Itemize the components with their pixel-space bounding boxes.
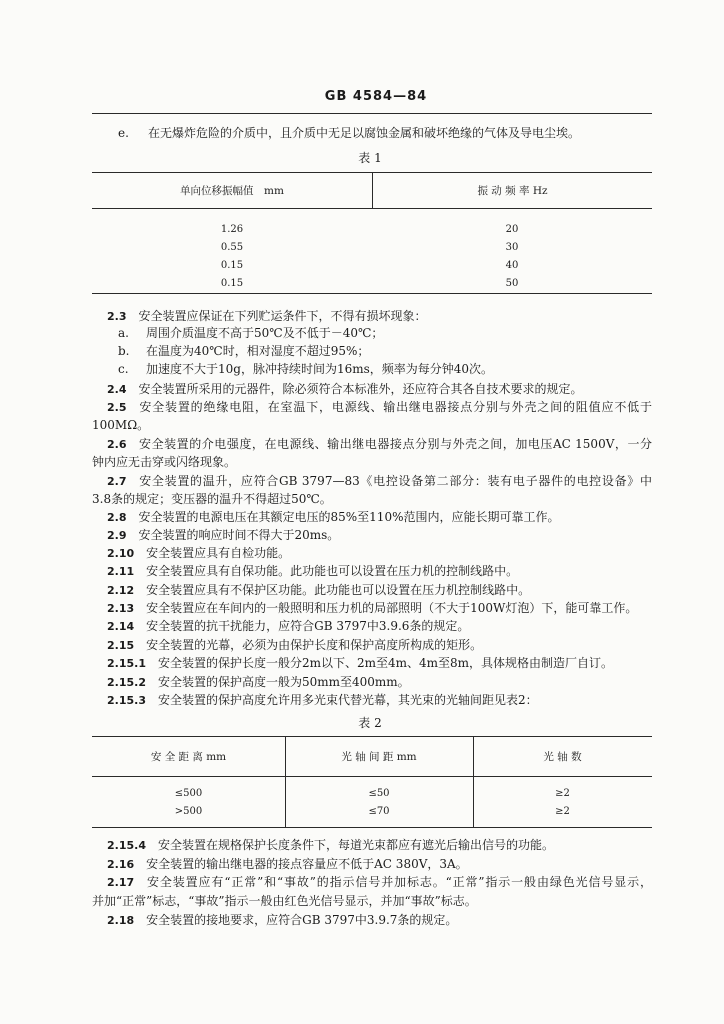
clause-2-8: [107, 510, 559, 525]
clause-2-15: [107, 638, 482, 653]
clause-text: 安全装置应保证在下列贮运条件下，不得有损坏现象：: [138, 309, 427, 323]
clause-text: 安全装置的保护长度一般分2m以下、2m至4m、4m至8m，具体规格由制造厂自订。: [157, 656, 614, 670]
table-header-cell: 光 轴 数: [543, 751, 582, 763]
clause-2-15-2: [107, 675, 410, 690]
table-cell: ≤500: [174, 788, 203, 799]
clause-number: 2.5: [107, 401, 127, 414]
clause-text: 安全装置应具有自保功能。此功能也可以设置在压力机的控制线路中。: [146, 564, 519, 578]
clause-2-6-continued: 钟内应无击穿或闪络现象。: [92, 455, 237, 469]
table-cell: 0.55: [220, 242, 244, 253]
table-cell: 0.15: [220, 278, 244, 289]
clause-number: 2.15.2: [107, 676, 146, 689]
table-header-row: [92, 173, 652, 209]
condition-text: 加速度不大于10g，脉冲持续时间为16ms，频率为每分钟40次。: [146, 362, 494, 376]
condition-a: [118, 326, 383, 340]
clause-number: 2.15.1: [107, 657, 146, 670]
clause-number: 2.3: [107, 310, 127, 323]
clause-2-7-continued: 3.8条的规定；变压器的温升不得超过50℃。: [92, 492, 332, 506]
condition-label: c.: [118, 362, 129, 376]
table-row: [92, 257, 652, 275]
table-cell: 50: [505, 278, 519, 289]
clause-2-4: [107, 382, 583, 397]
table-row: [92, 275, 652, 293]
clause-number: 2.15: [107, 639, 135, 652]
clause-text: 安全装置的保护高度允许用多光束代替光幕，其光束的光轴间距见表2：: [157, 693, 538, 707]
condition-text: 在温度为40℃时，相对湿度不超过95%；: [146, 344, 370, 358]
clause-text: 安全装置应具有自检功能。: [146, 546, 291, 560]
clause-number: 2.12: [107, 584, 135, 597]
clause-text: 安全装置的接地要求，应符合GB 3797中3.9.7条的规定。: [146, 913, 458, 927]
clause-text: 安全装置的温升，应符合GB 3797—83《电控设备第二部分：装有电子器件的电控设备》中: [138, 474, 652, 488]
clause-2-16: [107, 857, 468, 872]
table-body: [92, 777, 652, 827]
clause-text: 安全装置的电源电压在其额定电压的85%至110%范围内，应能长期可靠工作。: [138, 510, 560, 524]
clause-number: 2.9: [107, 529, 127, 542]
clause-number: 2.7: [107, 475, 127, 488]
clause-text: 安全装置的输出继电器的接点容量应不低于AC 380V，3A。: [146, 857, 468, 871]
clause-2-12: [107, 583, 530, 598]
table-cell: 40: [505, 260, 519, 271]
condition-c: [118, 362, 493, 376]
clause-2-14: [107, 619, 469, 634]
table-cell: ≤70: [368, 806, 390, 817]
clause-number: 2.16: [107, 858, 135, 871]
clause-number: 2.10: [107, 547, 135, 560]
item-label: e.: [118, 126, 129, 140]
clause-number: 2.15.4: [107, 839, 146, 852]
clause-2-6: [107, 437, 652, 452]
clause-2-5: [107, 400, 652, 415]
clause-number: 2.6: [107, 438, 127, 451]
item-e: [118, 126, 580, 140]
clause-2-5-continued: 100MΩ。: [92, 418, 150, 432]
table-cell: ≥2: [555, 788, 570, 799]
header-rule: [92, 113, 652, 114]
table-1: [92, 172, 652, 294]
table-header-cell: 光 轴 间 距 mm: [341, 751, 417, 763]
table-row: [92, 803, 652, 821]
table-cell: 0.15: [220, 260, 244, 271]
table-cell: >500: [174, 806, 203, 817]
table-cell: ≥2: [555, 806, 570, 817]
clause-number: 2.13: [107, 602, 135, 615]
clause-text: 安全装置在规格保护长度条件下，每道光束都应有遮光后输出信号的功能。: [157, 838, 554, 852]
table-header-cell: 安 全 距 离 mm: [150, 751, 227, 763]
table-header-row: [92, 737, 652, 777]
clause-2-11: [107, 564, 518, 579]
clause-text: 安全装置的响应时间不得大于20ms。: [138, 528, 340, 542]
table-cell: 20: [505, 224, 519, 235]
clause-2-7: [107, 474, 652, 489]
clause-text: 安全装置应具有不保护区功能。此功能也可以设置在压力机控制线路中。: [146, 583, 531, 597]
table-cell: ≤50: [368, 788, 390, 799]
clause-number: 2.17: [107, 876, 135, 889]
clause-number: 2.15.3: [107, 694, 146, 707]
table-row: [92, 785, 652, 803]
table-2: [92, 736, 652, 828]
clause-number: 2.8: [107, 511, 127, 524]
condition-b: [118, 344, 369, 358]
table-row: [92, 221, 652, 239]
clause-2-15-1: [107, 656, 613, 671]
clause-text: 安全装置所采用的元器件，除必须符合本标准外，还应符合其各自技术要求的规定。: [138, 382, 583, 396]
clause-text: 安全装置应有“正常”和“事故”的指示信号并加标志。“正常”指示一般由绿色光信号显示，: [146, 875, 652, 889]
table-cell: 30: [505, 242, 519, 253]
clause-2-10: [107, 546, 290, 561]
condition-label: a.: [118, 326, 129, 340]
clause-2-3: [107, 309, 427, 324]
clause-2-17: [107, 875, 652, 890]
clause-2-17-continued: 并加“正常”标志，“事故”指示一般由红色光信号显示，并加“事故”标志。: [92, 894, 477, 908]
standard-number: GB 4584—84: [324, 89, 428, 104]
clause-2-15-3: [107, 693, 538, 708]
clause-text: 安全装置的保护高度一般为50mm至400mm。: [157, 675, 410, 689]
clause-text: 安全装置的介电强度，在电源线、输出继电器接点分别与外壳之间，加电压AC 1500V，一分: [138, 437, 652, 451]
clause-text: 安全装置的绝缘电阻，在室温下，电源线、输出继电器接点分别与外壳之间的阻值应不低于: [138, 400, 652, 414]
condition-label: b.: [118, 344, 130, 358]
clause-number: 2.11: [107, 565, 135, 578]
table-header-cell: 单向位移振幅值 mm: [92, 173, 373, 208]
column-divider: [285, 737, 286, 827]
table-body: [92, 209, 652, 293]
clause-2-13: [107, 601, 637, 616]
clause-2-9: [107, 528, 339, 543]
table-row: [92, 239, 652, 257]
table-header-cell: 振 动 频 率 Hz: [477, 185, 548, 197]
condition-text: 周围介质温度不高于50℃及不低于－40℃；: [146, 326, 384, 340]
table-1-caption: 表 1: [358, 151, 382, 165]
table-cell: 1.26: [220, 224, 244, 235]
clause-2-15-4: [107, 838, 554, 853]
table-2-caption: 表 2: [358, 716, 382, 730]
clause-text: 安全装置应在车间内的一般照明和压力机的局部照明（不大于100W灯泡）下，能可靠工作。: [146, 601, 638, 615]
clause-2-18: [107, 913, 457, 928]
clause-text: 安全装置的光幕，必须为由保护长度和保护高度所构成的矩形。: [146, 638, 483, 652]
item-text: 在无爆炸危险的介质中，且介质中无足以腐蚀金属和破坏绝缘的气体及导电尘埃。: [148, 126, 581, 140]
clause-number: 2.14: [107, 620, 135, 633]
clause-number: 2.4: [107, 383, 127, 396]
column-divider: [473, 737, 474, 827]
clause-number: 2.18: [107, 914, 135, 927]
clause-text: 安全装置的抗干扰能力，应符合GB 3797中3.9.6条的规定。: [146, 619, 470, 633]
